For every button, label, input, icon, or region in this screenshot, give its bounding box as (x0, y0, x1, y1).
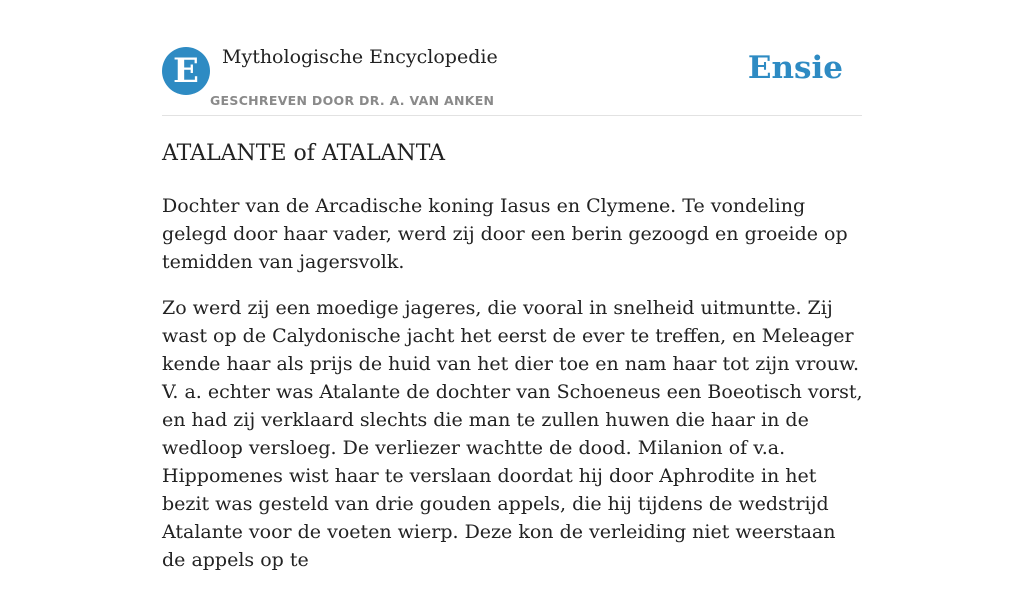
header (162, 46, 862, 116)
author-byline[interactable]: GESCHREVEN DOOR DR. A. VAN ANKEN (210, 93, 495, 108)
site-title[interactable]: Mythologische Encyclopedie (222, 46, 498, 68)
article (162, 138, 864, 592)
article-paragraph: Dochter van de Arcadische koning Iasus en Clymene. Te vondeling gelegd door haar vader, werd zij door een berin gezoogd en groeide op temidden van jagersvolk. (162, 195, 848, 273)
brand-logo[interactable]: Ensie (747, 50, 843, 86)
header-divider (162, 115, 862, 116)
article-title: ATALANTE of ATALANTA (162, 141, 446, 166)
logo-icon[interactable]: E (162, 47, 210, 95)
article-paragraph: Zo werd zij een moedige jageres, die vooral in snelheid uitmuntte. Zij wast op de Calydonische jacht het eerst de ever te treffen, en Meleager kende haar als prijs de huid van het dier toe en nam haar tot zijn vrouw. V. a. echter was Atalante de dochter van Schoeneus een Boeotisch vorst, en had zij verklaard slechts die man te zullen huwen die haar in de wedloop versloeg. De verliezer wachtte de dood. Milanion of v.a. Hippomenes wist haar te verslaan doordat hij door Aphrodite in het bezit was gesteld van drie gouden appels, die hij tijdens de wedstrijd Atalante voor de voeten wierp. Deze kon de verleiding niet weerstaan de appels op te (162, 297, 863, 571)
